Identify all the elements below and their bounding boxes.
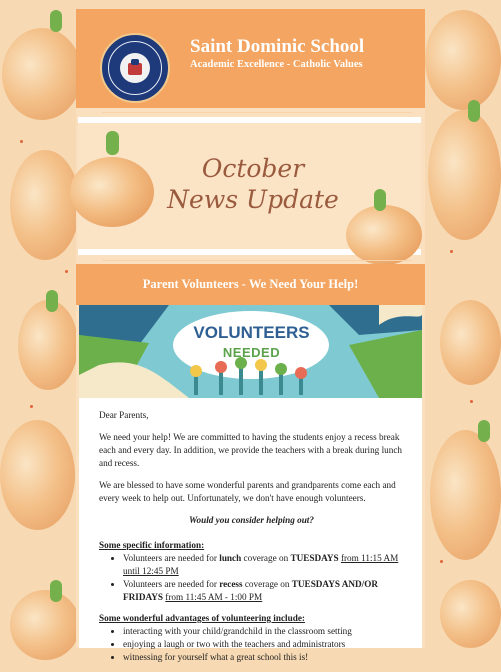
banner-title xyxy=(163,153,343,215)
greeting: Dear Parents, xyxy=(99,410,149,420)
pumpkin-decoration xyxy=(18,300,78,390)
info-text: Volunteers are needed for xyxy=(123,579,220,589)
header xyxy=(76,9,425,108)
info-list xyxy=(99,552,404,604)
paint-dot xyxy=(20,140,23,143)
paragraph-2: We are blessed to have some wonderful parents and grandparents come each and every week to help out. Unfortunately, we don't have enough volunteers. xyxy=(99,480,396,503)
banner-line-1: October xyxy=(201,154,305,183)
paint-dot xyxy=(65,270,68,273)
question: Would you consider helping out? xyxy=(189,515,314,525)
list-item: • interacting with your child/grandchild in the classroom setting xyxy=(123,625,404,638)
paint-dot xyxy=(470,400,473,403)
pumpkin-decoration xyxy=(2,28,82,120)
pumpkin-illustration xyxy=(346,205,422,265)
october-banner xyxy=(78,117,421,255)
letter-body xyxy=(99,409,404,672)
pumpkin-stem xyxy=(50,580,62,602)
info-time: from 11:45 AM - 1:00 PM xyxy=(165,592,263,602)
section-header xyxy=(76,264,425,305)
list-item xyxy=(123,552,404,578)
section-title: Parent Volunteers - We Need Your Help! xyxy=(142,277,359,291)
pumpkin-decoration xyxy=(425,10,501,110)
school-name: Saint Dominic School xyxy=(190,36,365,57)
school-seal-logo xyxy=(100,33,170,103)
info-text: coverage on xyxy=(241,553,291,563)
info-bold: lunch xyxy=(219,553,242,563)
paint-dot xyxy=(440,560,443,563)
paint-dot xyxy=(450,250,453,253)
pumpkin-stem xyxy=(46,290,58,312)
volunteers-title: VOLUNTEERS xyxy=(193,323,310,342)
pumpkin-decoration xyxy=(428,110,501,240)
banner-line-2: News Update xyxy=(167,185,339,214)
school-tagline: Academic Excellence - Catholic Values xyxy=(190,59,363,70)
newsletter xyxy=(76,9,425,662)
pumpkin-decoration xyxy=(0,420,75,530)
volunteers-needed-image xyxy=(79,305,422,398)
info-bold: recess xyxy=(219,579,243,589)
info-heading: Some specific information: xyxy=(99,540,205,550)
pumpkin-decoration xyxy=(440,300,501,385)
pumpkin-decoration xyxy=(10,590,80,660)
pumpkin-stem xyxy=(50,10,62,32)
volunteers-subtitle: NEEDED xyxy=(222,345,281,360)
advantages-list xyxy=(99,625,404,664)
pumpkin-stem xyxy=(478,420,490,442)
pumpkin-stem xyxy=(468,100,480,122)
divider xyxy=(102,260,412,261)
pumpkin-stem xyxy=(374,189,386,211)
info-text: coverage on xyxy=(242,579,292,589)
info-day: TUESDAYS AND/OR FRIDAYS xyxy=(123,579,378,602)
article-content xyxy=(79,305,422,662)
list-item: • witnessing for yourself what a great school this is! xyxy=(123,651,404,664)
pumpkin-decoration xyxy=(430,430,501,560)
list-item: • enjoying a laugh or two with the teachers and administrators xyxy=(123,638,404,651)
paragraph-1: We need your help! We are committed to having the students enjoy a recess break each and every day. In addition, we provide the teachers with a break during lunch and recess. xyxy=(99,432,402,468)
info-time: from 11:15 AM until 12:45 PM xyxy=(123,553,399,576)
paint-dot xyxy=(30,405,33,408)
pumpkin-decoration xyxy=(10,150,80,260)
advantages-heading: Some wonderful advantages of volunteering include: xyxy=(99,613,305,623)
info-day: TUESDAYS xyxy=(290,553,339,563)
divider xyxy=(102,112,412,113)
pumpkin-illustration xyxy=(70,157,154,227)
list-item xyxy=(123,578,404,604)
eagle-emblem-icon xyxy=(120,53,150,83)
pumpkin-decoration xyxy=(440,580,501,648)
info-text: Volunteers are needed for xyxy=(123,553,220,563)
pumpkin-stem xyxy=(106,131,119,155)
